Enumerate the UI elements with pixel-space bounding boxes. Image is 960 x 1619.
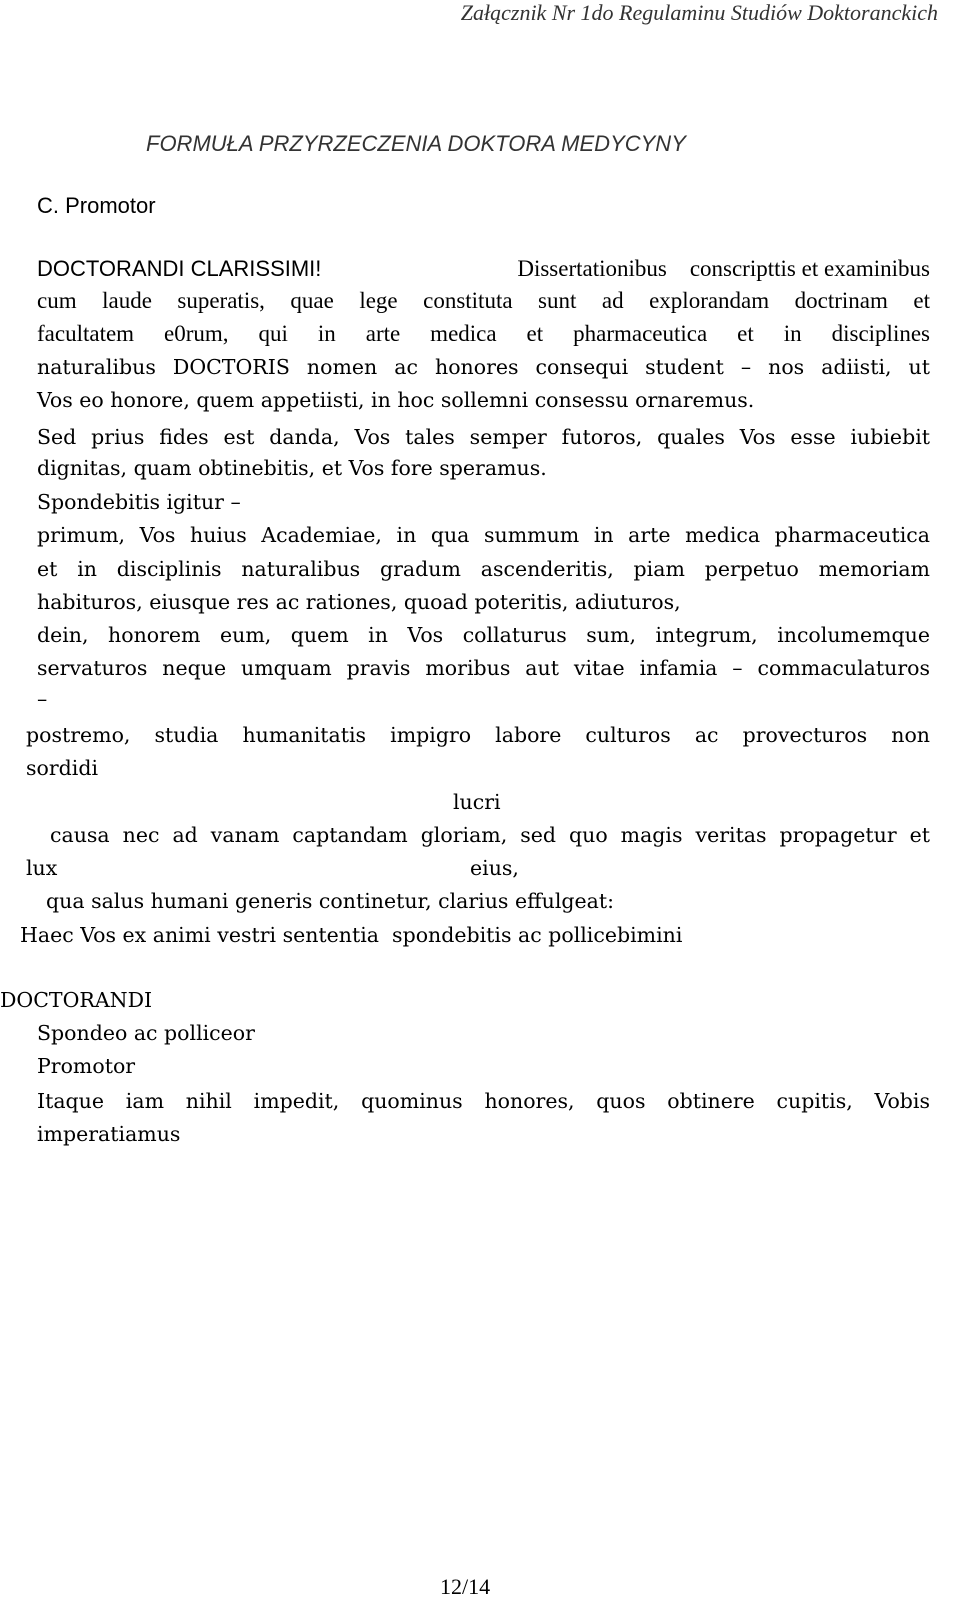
dash-mark: –	[37, 687, 48, 711]
haec-line: Haec Vos ex animi vestri sententia spondebitis ac pollicebimini	[20, 923, 683, 947]
speaker-promotor: C. Promotor	[37, 193, 156, 218]
paragraph-line: qua salus humani generis continetur, clarius effulgeat:	[46, 889, 615, 913]
paragraph-line: cum laude superatis, quae lege constituta sunt ad explorandam doctrinam et	[37, 288, 930, 313]
paragraph-text: Dissertationibus conscripttis et examinibus	[517, 256, 930, 281]
paragraph-line: Vos eo honore, quem appetiisti, in hoc sollemni consessu ornaremus.	[37, 388, 755, 412]
attachment-header: Załącznik Nr 1do Regulaminu Studiów Doktoranckich	[460, 0, 938, 25]
paragraph-word: lux	[26, 856, 58, 880]
page-number: 12/14	[440, 1574, 491, 1599]
paragraph-line: primum, Vos huius Academiae, in qua summum in arte medica pharmaceutica	[37, 523, 930, 547]
paragraph-line: Itaque iam nihil impedit, quominus honores, quos obtinere cupitis, Vobis	[37, 1089, 930, 1113]
speaker-doctorandi: DOCTORANDI	[0, 988, 153, 1012]
response-line: Spondeo ac polliceor	[37, 1021, 255, 1045]
paragraph-line: imperatiamus	[37, 1122, 181, 1146]
speaker-promotor-2: Promotor	[37, 1054, 136, 1078]
paragraph-line: facultatem e0rum, qui in arte medica et pharmaceutica et in disciplines	[37, 321, 930, 346]
paragraph-line: servaturos neque umquam pravis moribus aut vitae infamia – commaculaturos	[37, 656, 930, 680]
paragraph-word: eius,	[470, 856, 519, 880]
document-title: FORMUŁA PRZYRZECZENIA DOKTORA MEDYCYNY	[146, 131, 686, 156]
paragraph-line: Sed prius fides est danda, Vos tales semper futoros, quales Vos esse iubiebit	[37, 425, 930, 449]
paragraph-line: dein, honorem eum, quem in Vos collaturus sum, integrum, incolumemque	[37, 623, 930, 647]
paragraph-word: lucri	[453, 790, 501, 814]
doctorandi-address: DOCTORANDI CLARISSIMI!	[37, 256, 322, 281]
paragraph-line: dignitas, quam obtinebitis, et Vos fore speramus.	[37, 456, 547, 480]
paragraph-line: et in disciplinis naturalibus gradum ascenderitis, piam perpetuo memoriam	[37, 557, 930, 581]
paragraph-line: habituros, eiusque res ac rationes, quoad poteritis, adiuturos,	[37, 590, 681, 614]
paragraph-line: postremo, studia humanitatis impigro labore culturos ac provecturos non	[26, 723, 930, 747]
paragraph-line	[37, 256, 930, 282]
paragraph-line: causa nec ad vanam captandam gloriam, sed quo magis veritas propagetur et	[50, 823, 930, 847]
spondebitis-line: Spondebitis igitur –	[37, 490, 241, 514]
paragraph-line: naturalibus DOCTORIS nomen ac honores consequi student – nos adiisti, ut	[37, 355, 930, 379]
paragraph-line: sordidi	[26, 756, 99, 780]
